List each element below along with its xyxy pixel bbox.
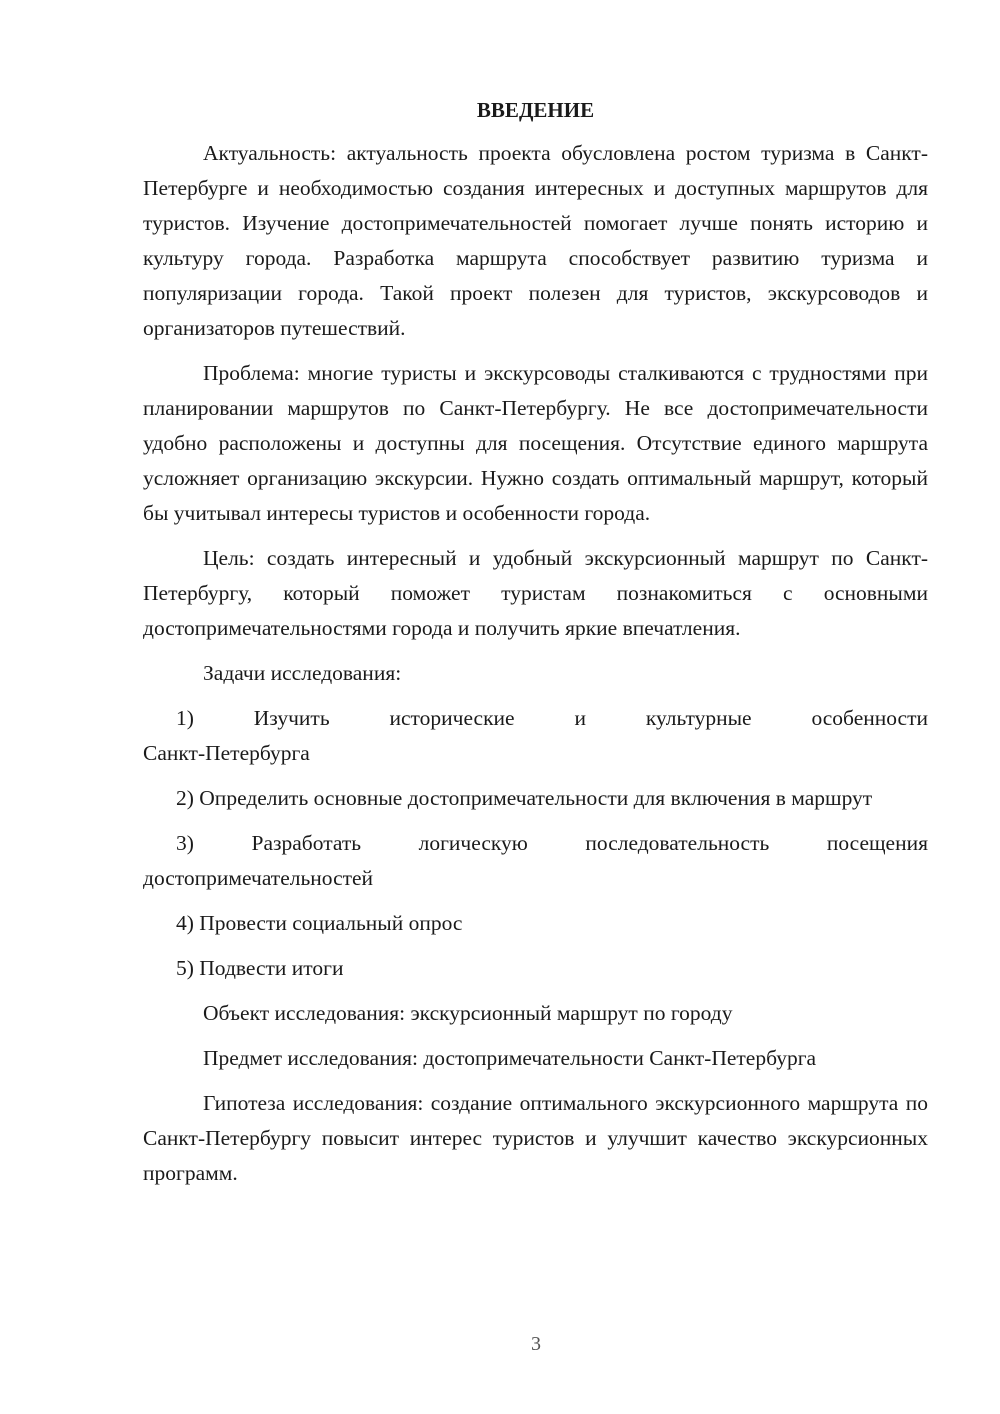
- relevance-paragraph: Актуальность: актуальность проекта обусловлена ростом туризма в Санкт-Петербурге и необходимостью создания интересных и доступных маршрутов для туристов. Изучение достопримечательностей помогает лучше понять историю и культуру города. Разработка маршрута способствует развитию туризма и популяризации города. Такой проект полезен для туристов, экскурсоводов и организаторов путешествий.: [143, 141, 928, 340]
- page-number: 3: [531, 1333, 541, 1355]
- subject-paragraph: Предмет исследования: достопримечательности Санкт-Петербурга: [203, 1046, 817, 1070]
- task-item-3-word: последовательность: [585, 831, 770, 855]
- task-item-1-tail: Санкт-Петербурга: [143, 741, 310, 765]
- task-item-1-word: особенности: [811, 706, 928, 730]
- tasks-heading: Задачи исследования:: [203, 661, 402, 685]
- task-item-4: 4) Провести социальный опрос: [176, 911, 463, 935]
- task-item-5: 5) Подвести итоги: [176, 956, 344, 980]
- problem-paragraph: Проблема: многие туристы и экскурсоводы сталкиваются с трудностями при планировании маршрутов по Санкт-Петербургу. Не все достопримечательности удобно расположены и доступны для посещения. Отсутствие единого маршрута усложняет организацию экскурсии. Нужно создать оптимальный маршрут, который бы учитывал интересы туристов и особенности города.: [143, 361, 928, 525]
- task-item-3: [143, 826, 928, 896]
- task-item-3-tail: достопримечательностей: [143, 866, 374, 890]
- task-item-3-word: посещения: [826, 831, 928, 855]
- task-item-3-line: [143, 826, 928, 861]
- task-item-2: 2) Определить основные достопримечательности для включения в маршрут: [176, 786, 873, 810]
- goal-paragraph: Цель: создать интересный и удобный экскурсионный маршрут по Санкт-Петербургу, который поможет туристам познакомиться с основными достопримечательностями города и получить яркие впечатления.: [143, 546, 928, 640]
- document-page: [143, 93, 928, 1201]
- task-item-3-number: 3): [176, 831, 194, 855]
- task-item-3-word: Разработать: [251, 831, 362, 855]
- task-item-1-word: и: [574, 706, 586, 730]
- task-item-1: [143, 701, 928, 771]
- task-item-1-word: культурные: [645, 706, 752, 730]
- task-item-1-word: Изучить: [253, 706, 330, 730]
- task-item-1-number: 1): [176, 706, 194, 730]
- task-item-3-word: логическую: [418, 831, 528, 855]
- object-paragraph: Объект исследования: экскурсионный маршрут по городу: [203, 1001, 733, 1025]
- task-item-1-line: [143, 701, 928, 736]
- task-item-1-word: исторические: [389, 706, 515, 730]
- hypothesis-paragraph: Гипотеза исследования: создание оптимального экскурсионного маршрута по Санкт-Петербургу повысит интерес туристов и улучшит качество экскурсионных программ.: [143, 1091, 928, 1185]
- section-title: ВВЕДЕНИЕ: [476, 98, 595, 122]
